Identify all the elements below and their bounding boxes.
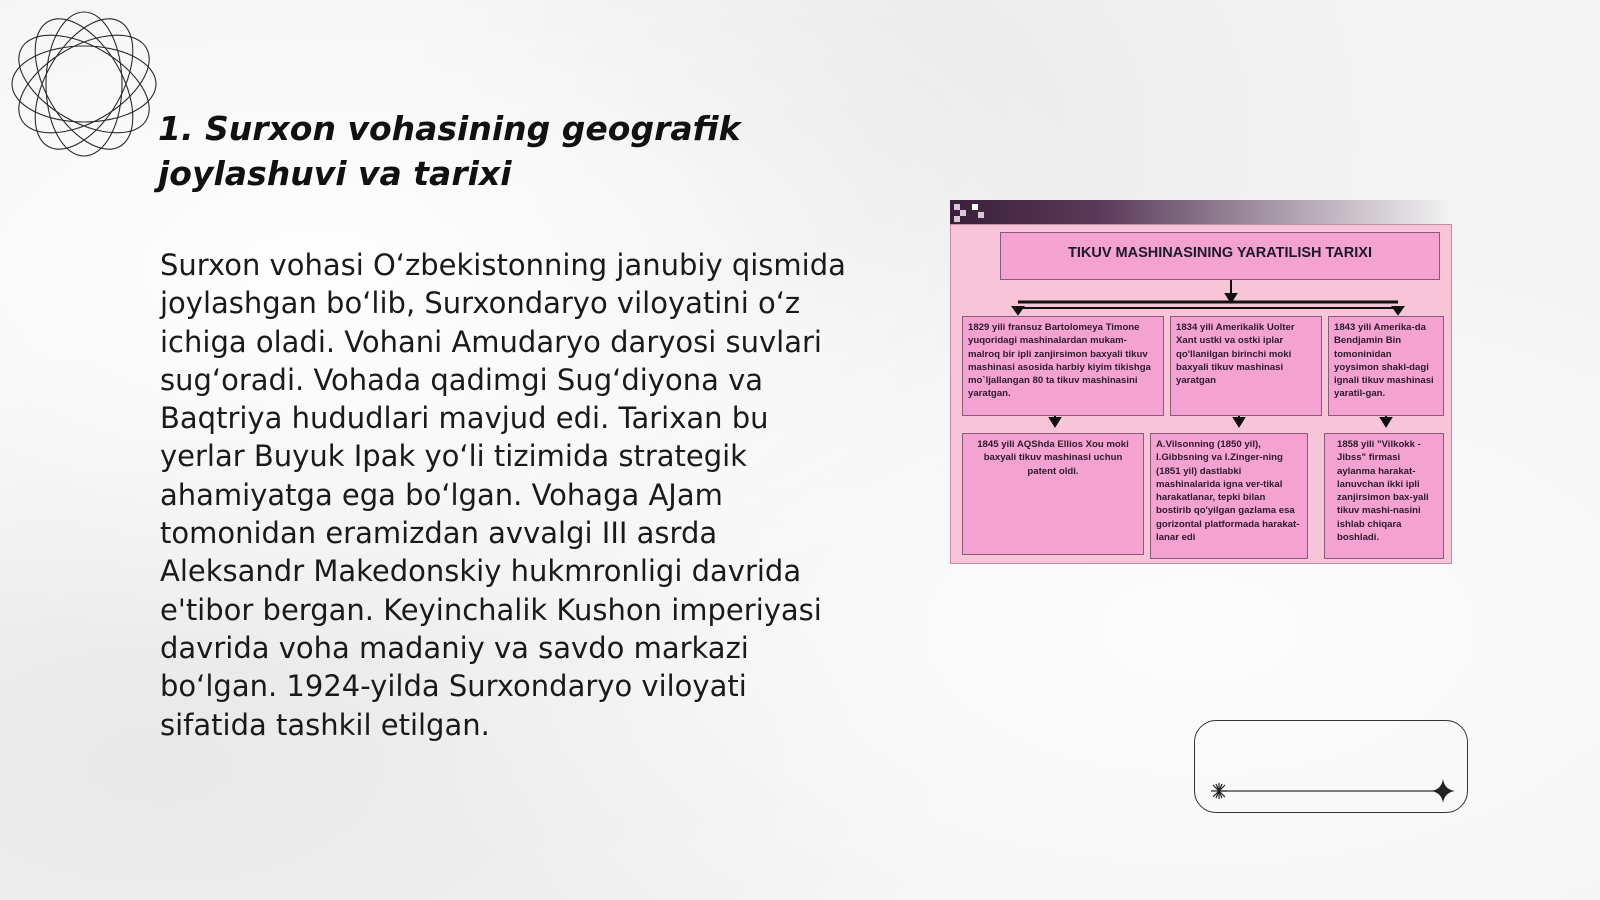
diagram-bottom-cell-2: A.Vilsonning (1850 yil), I.Gibbsning va I.Zinger-ning (1851 yil) dastlabki mashinalarida igna ver-tikal harakatlanar, tepki bilan bostirib qo'yilgan gazlama esa gorizontal platformada harakat-lanar edi xyxy=(1150,433,1308,559)
figure-header-bar xyxy=(950,200,1452,224)
diagram-top-cell-2: 1834 yili Amerikalik Uolter Xant ustki va ostki iplar qo'llanilgan birinchi moki baxyali tikuv mashinasi yaratgan xyxy=(1170,316,1322,416)
slide-title: 1. Surxon vohasining geografik joylashuvi va tarixi xyxy=(158,109,741,193)
starburst-icon xyxy=(1211,783,1227,799)
diagram-top-cell-3: 1843 yili Amerika-da Bendjamin Bin tomoninidan yoysimon shakl-dagi ignali tikuv mashinasi yaratil-gan. xyxy=(1328,316,1444,416)
diagram-heading: TIKUV MASHINASINING YARATILISH TARIXI xyxy=(1000,232,1440,280)
decorative-rounded-frame xyxy=(1194,720,1468,813)
diagram-bottom-cell-3: 1858 yili "Vilkokk - Jibss" firmasi aylanma harakat-lanuvchan ikki ipli zanjirsimon bax-yali tikuv mashi-nasini ishlab chiqara boshladi. xyxy=(1324,433,1444,559)
sewing-machine-history-diagram xyxy=(950,200,1452,564)
diagram-bottom-cell-1: 1845 yili AQShda Ellios Xou moki baxyali tikuv mashinasi uchun patent oldi. xyxy=(962,433,1144,555)
slide-body-text: Surxon vohasi O‘zbekistonning janubiy qismida joylashgan bo‘lib, Surxondaryo viloyatini o‘z ichiga oladi. Vohani Amudaryo daryosi suvlari sug‘oradi. Vohada qadimgi Sug‘diyona va Baqtriya hududlari mavjud edi. Tarixan bu yerlar Buyuk Ipak yo‘li tizimida strategik ahamiyatga ega bo‘lgan. Vohaga AJam tomonidan eramizdan avvalgi III asrda Aleksandr Makedonskiy hukmronligi davrida e'tibor bergan. Keyinchalik Kushon imperiyasi davrida voha madaniy va savdo markazi bo‘lgan. 1924-yilda Surxondaryo viloyati sifatida tashkil etilgan. xyxy=(160,248,846,742)
four-point-star-icon xyxy=(1431,779,1455,803)
frame-line-decoration xyxy=(1195,721,1469,814)
orbit-circles-icon xyxy=(10,10,158,158)
diagram-top-cell-1: 1829 yili fransuz Bartolomeya Timone yuqoridagi mashinalardan mukam-malroq bir ipli zanjirsimon baxyali tikuv mashinasi asosida harbiy kiyim tikishga mo`ljallangan 80 ta tikuv mashinasini yaratgan. xyxy=(962,316,1164,416)
